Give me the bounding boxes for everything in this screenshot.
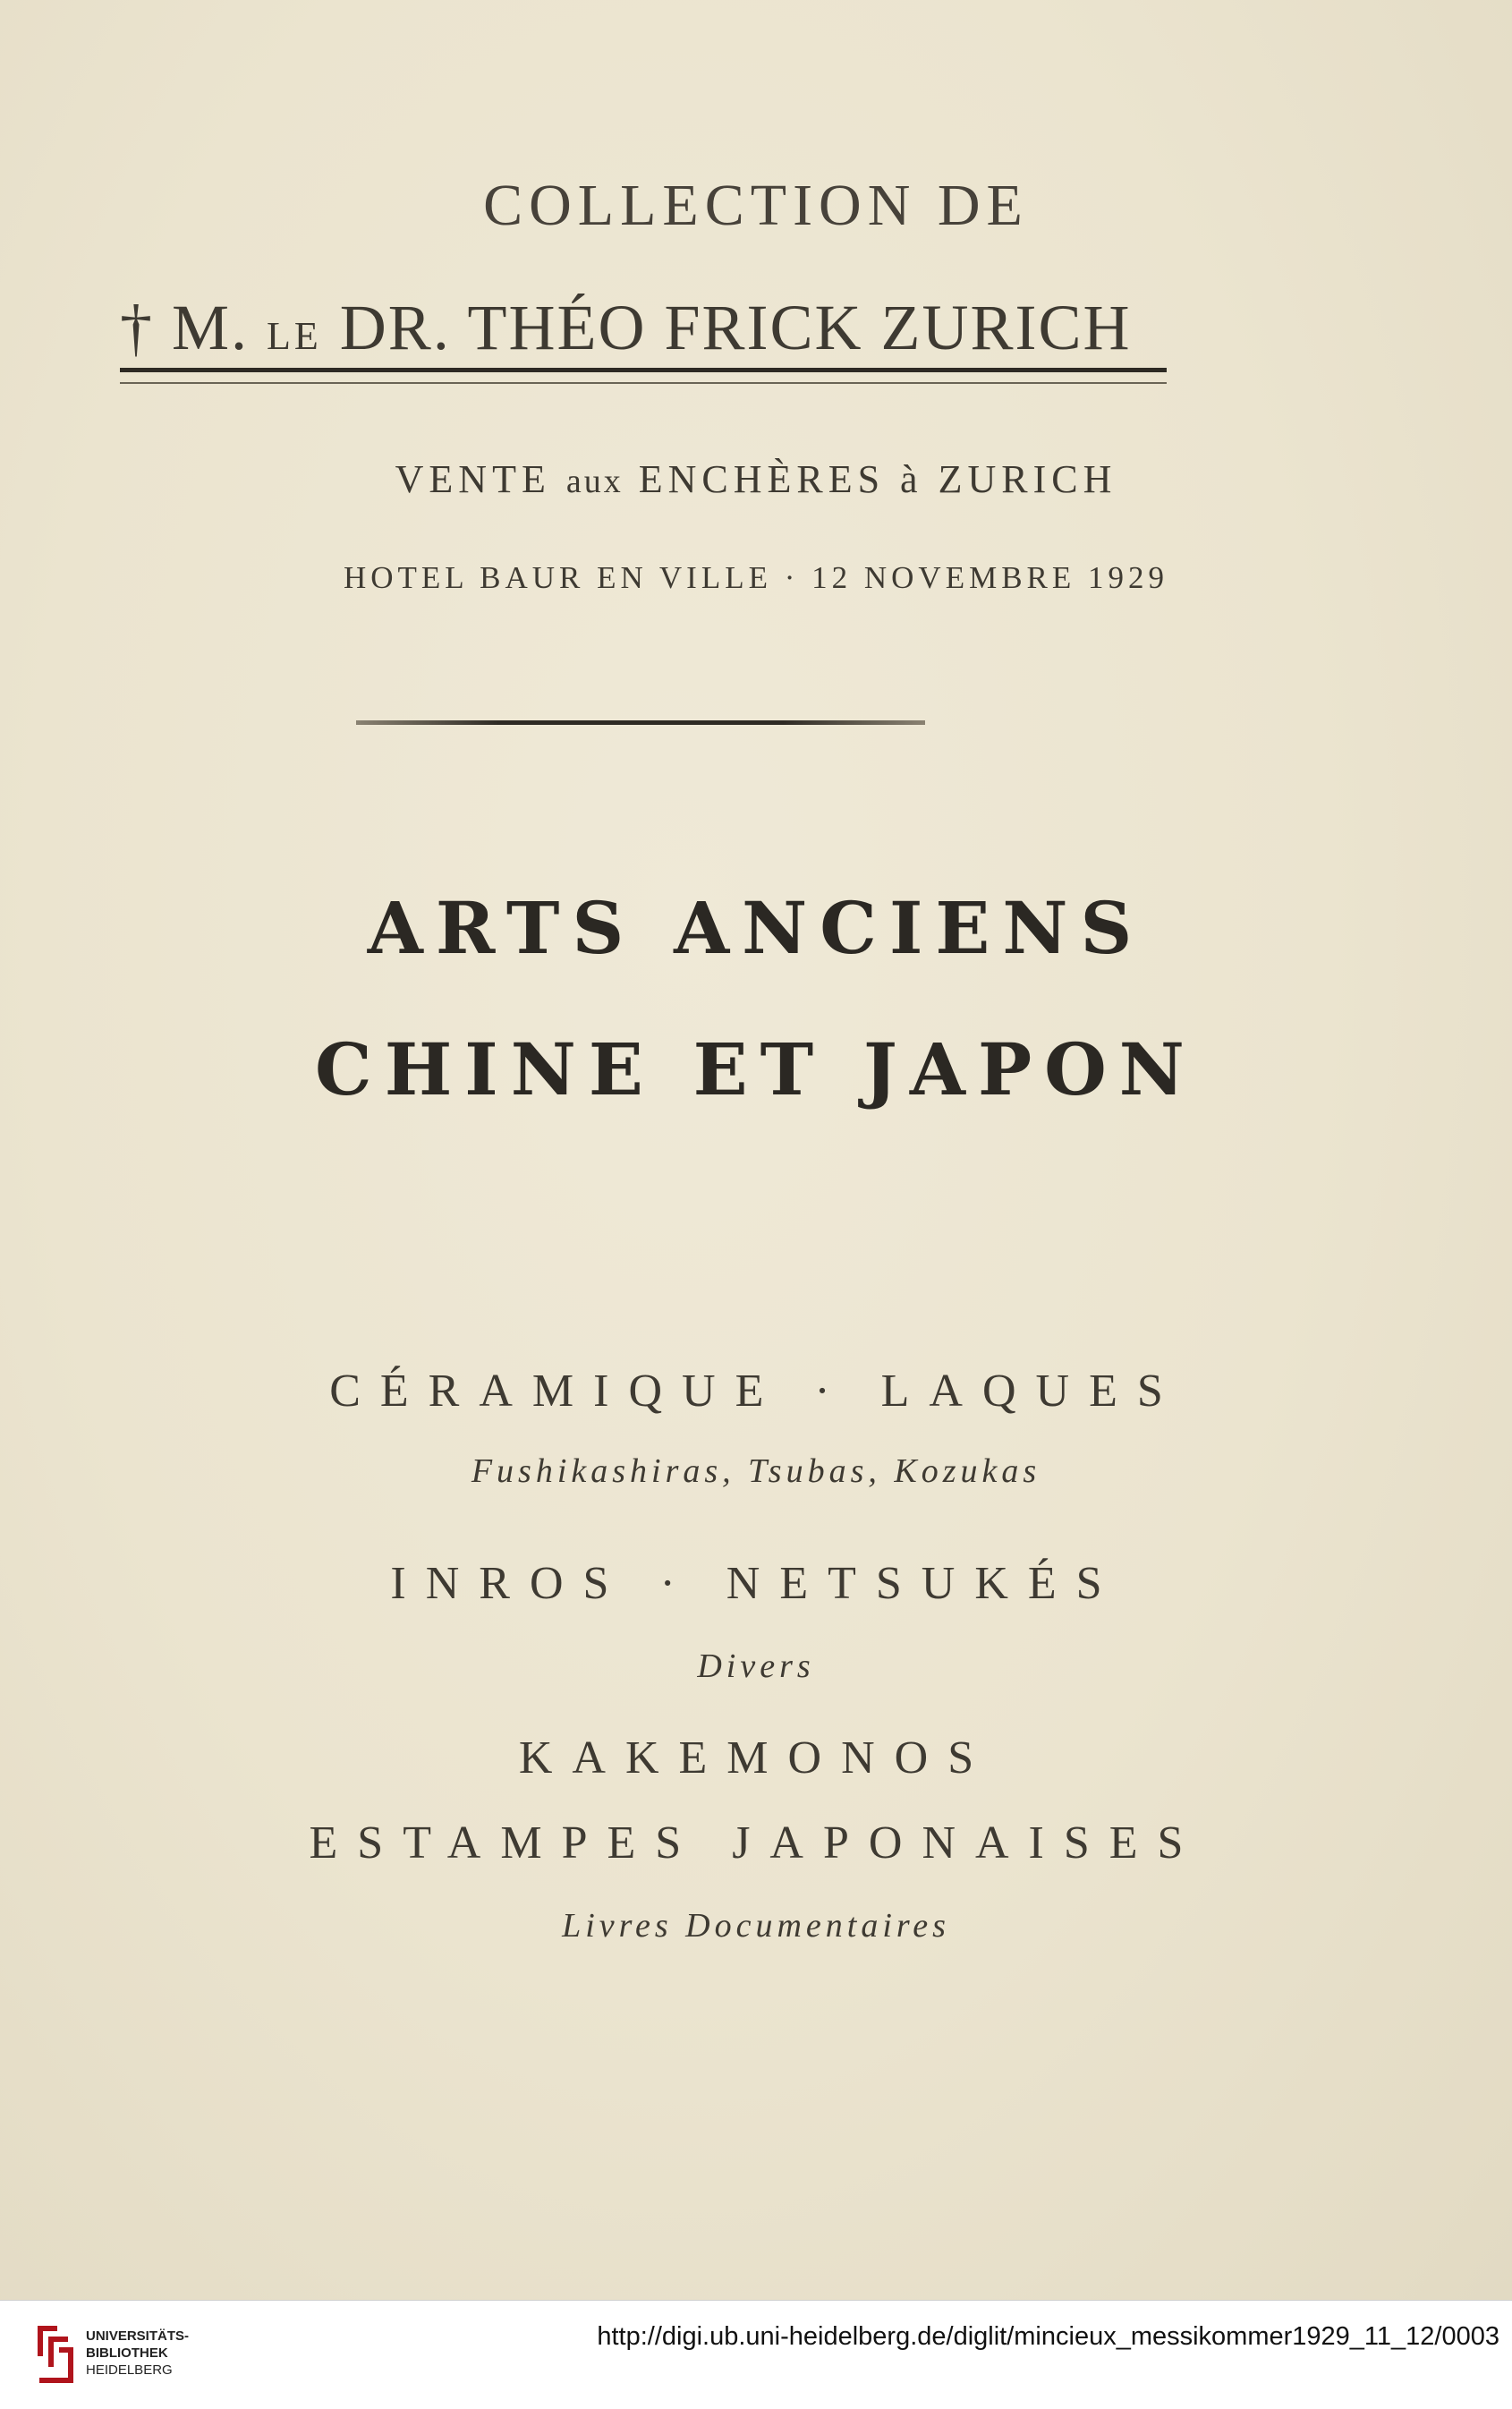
- title-rule-thick: [120, 368, 1167, 372]
- vente-word: VENTE: [395, 457, 551, 501]
- section-divider: [356, 720, 925, 725]
- title-rule-thin: [120, 382, 1167, 384]
- library-name-line3: HEIDELBERG: [86, 2362, 173, 2378]
- source-url-link[interactable]: http://digi.ub.uni-heidelberg.de/diglit/mincieux_messikommer1929_11_12/0003: [597, 2322, 1499, 2351]
- collector-full-name: DR. THÉO FRICK ZURICH: [339, 292, 1132, 363]
- le-particle: LE: [267, 314, 322, 358]
- contents-fushi: Fushikashiras, Tsubas, Kozukas: [471, 1452, 1041, 1490]
- venue-date-line: HOTEL BAUR EN VILLE · 12 NOVEMBRE 1929: [343, 560, 1169, 595]
- contents-divers: Divers: [697, 1647, 815, 1685]
- encheres-words: ENCHÈRES à ZURICH: [638, 457, 1117, 501]
- aux-word: aux: [565, 463, 624, 500]
- library-name-line1: UNIVERSITÄTS-: [86, 2328, 190, 2344]
- monsieur-abbrev: M.: [172, 292, 250, 363]
- dagger-symbol: †: [120, 292, 154, 363]
- library-name: [86, 2328, 189, 2379]
- library-name-line2: BIBLIOTHEK: [86, 2345, 168, 2361]
- contents-estampes: ESTAMPES JAPONAISES: [309, 1817, 1203, 1868]
- contents-kakemonos: KAKEMONOS: [518, 1732, 994, 1783]
- collection-heading: COLLECTION DE: [483, 173, 1029, 238]
- university-library-logo-icon: [30, 2320, 77, 2388]
- contents-ceramique: CÉRAMIQUE · LAQUES: [329, 1366, 1183, 1417]
- library-footer: [0, 2300, 1512, 2409]
- headline-arts-anciens: ARTS ANCIENS: [367, 886, 1145, 970]
- sale-line: [0, 456, 1512, 502]
- collector-name: [120, 291, 1167, 365]
- headline-chine-japon: CHINE ET JAPON: [315, 1027, 1197, 1111]
- contents-livres: Livres Documentaires: [562, 1907, 950, 1945]
- contents-inros: INROS · NETSUKÉS: [390, 1558, 1122, 1609]
